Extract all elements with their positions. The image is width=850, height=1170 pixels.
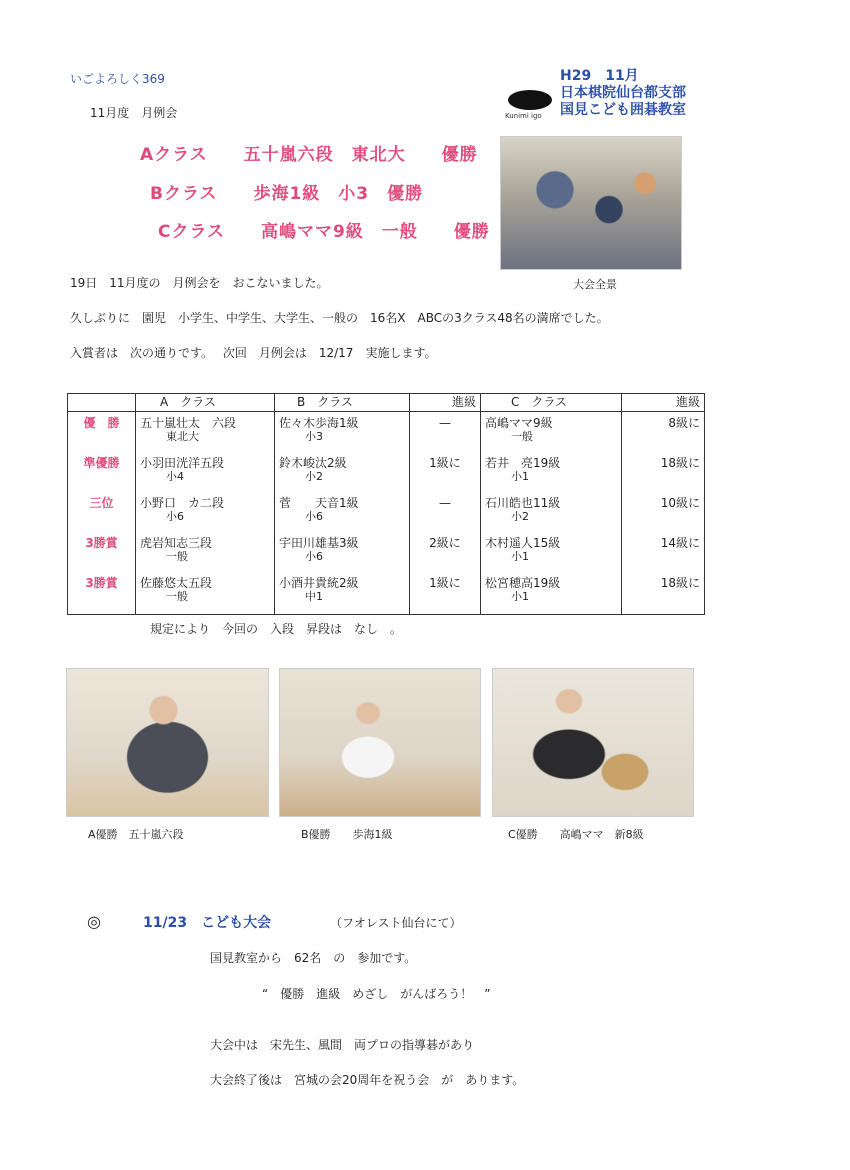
rank-cell	[68, 494, 136, 534]
c-advance-cell-text: 18級に	[660, 456, 700, 470]
b-class-cell-subtext: 中1	[305, 590, 323, 603]
c-advance-cell	[622, 412, 705, 455]
a-photo-caption: A優勝 五十嵐六段	[88, 828, 184, 841]
a-class-cell	[136, 454, 275, 494]
a-class-cell-text: 五十嵐壮太 六段	[140, 416, 237, 430]
c-class-cell-subtext: 小1	[511, 470, 529, 483]
c-advance-cell-text: 8級に	[668, 416, 700, 430]
c-class-cell	[481, 574, 622, 615]
table-row	[68, 454, 705, 494]
table-header-row	[68, 394, 705, 412]
winner-b: Bクラス 歩海1級 小3 優勝	[150, 184, 424, 204]
section-subtitle: （フオレスト仙台にて）	[330, 916, 462, 930]
header-b-class: B クラス	[275, 394, 410, 412]
c-advance-cell	[622, 494, 705, 534]
c-class-cell-text: 若井 亮19級	[485, 456, 561, 470]
organization-block	[560, 68, 710, 119]
a-class-cell-subtext: 東北大	[166, 430, 199, 443]
a-class-cell-text: 小羽田洸洋五段	[140, 456, 225, 470]
a-class-cell	[136, 494, 275, 534]
b-class-cell	[275, 412, 410, 455]
winner-c: Cクラス 高嶋ママ9級 一般 優勝	[158, 222, 490, 242]
c-advance-cell-text: 18級に	[660, 576, 700, 590]
table-row	[68, 412, 705, 455]
c-advance-cell	[622, 534, 705, 574]
c-photo-caption: C優勝 高嶋ママ 新8級	[508, 828, 644, 841]
intro-line-1: 19日 11月度の 月例会を おこないました。	[70, 276, 329, 290]
section-title: 11/23 こども大会	[143, 915, 272, 931]
c-advance-cell	[622, 574, 705, 615]
header-b-advance: 進級	[410, 394, 481, 412]
a-class-cell	[136, 574, 275, 615]
c-class-cell	[481, 412, 622, 455]
header-c-advance: 進級	[622, 394, 705, 412]
b-class-cell-text: 鈴木峻汰2級	[279, 456, 347, 470]
a-class-cell-text: 佐藤悠太五段	[140, 576, 213, 590]
rank-cell	[68, 454, 136, 494]
rank-cell-text: 3勝賞	[85, 576, 118, 590]
a-class-cell	[136, 412, 275, 455]
table-row	[68, 574, 705, 615]
b-class-cell-text: 佐々木歩海1級	[279, 416, 359, 430]
section-line-2: “ 優勝 進級 めざし がんばろう！ ”	[262, 987, 491, 1001]
b-advance-cell-text: —	[439, 416, 451, 430]
rank-cell	[68, 412, 136, 455]
a-class-cell-subtext: 一般	[166, 590, 188, 603]
c-advance-cell-text: 10級に	[660, 496, 700, 510]
b-advance-cell	[410, 574, 481, 615]
a-class-cell-subtext: 小4	[166, 470, 184, 483]
c-class-cell-subtext: 一般	[511, 430, 533, 443]
tournament-overview-photo	[500, 136, 682, 270]
org-line-branch: 日本棋院仙台都支部	[560, 85, 686, 101]
intro-line-2: 久しぶりに 園児 小学生、中学生、大学生、一般の 16名X ABCの3クラス48名の満席でした。	[70, 311, 609, 325]
rank-cell-text: 準優勝	[83, 456, 120, 470]
header-a-class: A クラス	[136, 394, 275, 412]
c-class-cell-text: 石川皓也11級	[485, 496, 561, 510]
b-advance-cell-text: 2級に	[429, 536, 461, 550]
section-line-1: 国見教室から 62名 の 参加です。	[210, 951, 417, 965]
logo-text: Kunimi igo	[505, 112, 542, 120]
b-advance-cell-text: 1級に	[429, 576, 461, 590]
b-advance-cell	[410, 534, 481, 574]
b-class-cell-subtext: 小6	[305, 550, 323, 563]
c-class-cell	[481, 494, 622, 534]
go-stone-logo-icon	[508, 90, 552, 110]
c-class-cell	[481, 454, 622, 494]
b-advance-cell-text: —	[439, 496, 451, 510]
b-advance-cell	[410, 412, 481, 455]
b-class-cell	[275, 574, 410, 615]
c-class-cell-subtext: 小1	[511, 550, 529, 563]
rank-cell-text: 3勝賞	[85, 536, 118, 550]
intro-line-3: 入賞者は 次の通りです。 次回 月例会は 12/17 実施します。	[70, 346, 437, 360]
a-class-cell-text: 小野口 カ二段	[140, 496, 225, 510]
c-advance-cell-text: 14級に	[660, 536, 700, 550]
a-class-cell	[136, 534, 275, 574]
b-class-cell-subtext: 小3	[305, 430, 323, 443]
rank-cell-text: 三位	[89, 496, 114, 510]
c-class-cell-subtext: 小2	[511, 510, 529, 523]
c-class-cell-subtext: 小1	[511, 590, 529, 603]
table-note: 規定により 今回の 入段 昇段は なし 。	[150, 622, 403, 636]
c-class-cell-text: 木村遥人15級	[485, 536, 561, 550]
section-line-3: 大会中は 宋先生、風間 両プロの指導碁があり	[210, 1038, 475, 1052]
c-advance-cell	[622, 454, 705, 494]
rank-cell-text: 優 勝	[83, 416, 120, 430]
b-class-cell-text: 小酒井貴統2級	[279, 576, 359, 590]
header-c-class: C クラス	[481, 394, 622, 412]
rank-cell	[68, 574, 136, 615]
b-advance-cell	[410, 454, 481, 494]
winner-a: Aクラス 五十嵐六段 東北大 優勝	[140, 145, 478, 165]
rank-cell	[68, 534, 136, 574]
newsletter-title: いごよろしく369	[70, 72, 165, 86]
b-class-cell-subtext: 小2	[305, 470, 323, 483]
table-row	[68, 494, 705, 534]
org-line-date: H29 11月	[560, 68, 639, 84]
b-advance-cell	[410, 494, 481, 534]
b-class-cell-text: 宇田川雄基3級	[279, 536, 359, 550]
a-class-cell-subtext: 一般	[166, 550, 188, 563]
c-winner-photo	[492, 668, 694, 817]
b-class-cell	[275, 494, 410, 534]
c-class-cell-text: 高嶋ママ9級	[485, 416, 553, 430]
b-class-cell-text: 菅 天音1級	[279, 496, 359, 510]
a-class-cell-text: 虎岩知志三段	[140, 536, 213, 550]
section-line-4: 大会終了後は 宮城の会20周年を祝う会 が あります。	[210, 1073, 525, 1087]
a-class-cell-subtext: 小6	[166, 510, 184, 523]
org-line-school: 国見こども囲碁教室	[560, 102, 686, 118]
c-class-cell-text: 松宮穂高19級	[485, 576, 561, 590]
newsletter-subtitle: 11月度 月例会	[90, 106, 178, 120]
table-row	[68, 534, 705, 574]
b-advance-cell-text: 1級に	[429, 456, 461, 470]
a-winner-photo	[66, 668, 269, 817]
header-rank	[68, 394, 136, 412]
b-photo-caption: B優勝 歩海1級	[301, 828, 393, 841]
b-class-cell	[275, 454, 410, 494]
c-class-cell	[481, 534, 622, 574]
results-table	[67, 393, 705, 615]
main-photo-caption: 大会全景	[573, 278, 617, 291]
b-class-cell-subtext: 小6	[305, 510, 323, 523]
b-class-cell	[275, 534, 410, 574]
section-bullet-icon: ◎	[87, 912, 101, 931]
b-winner-photo	[279, 668, 481, 817]
